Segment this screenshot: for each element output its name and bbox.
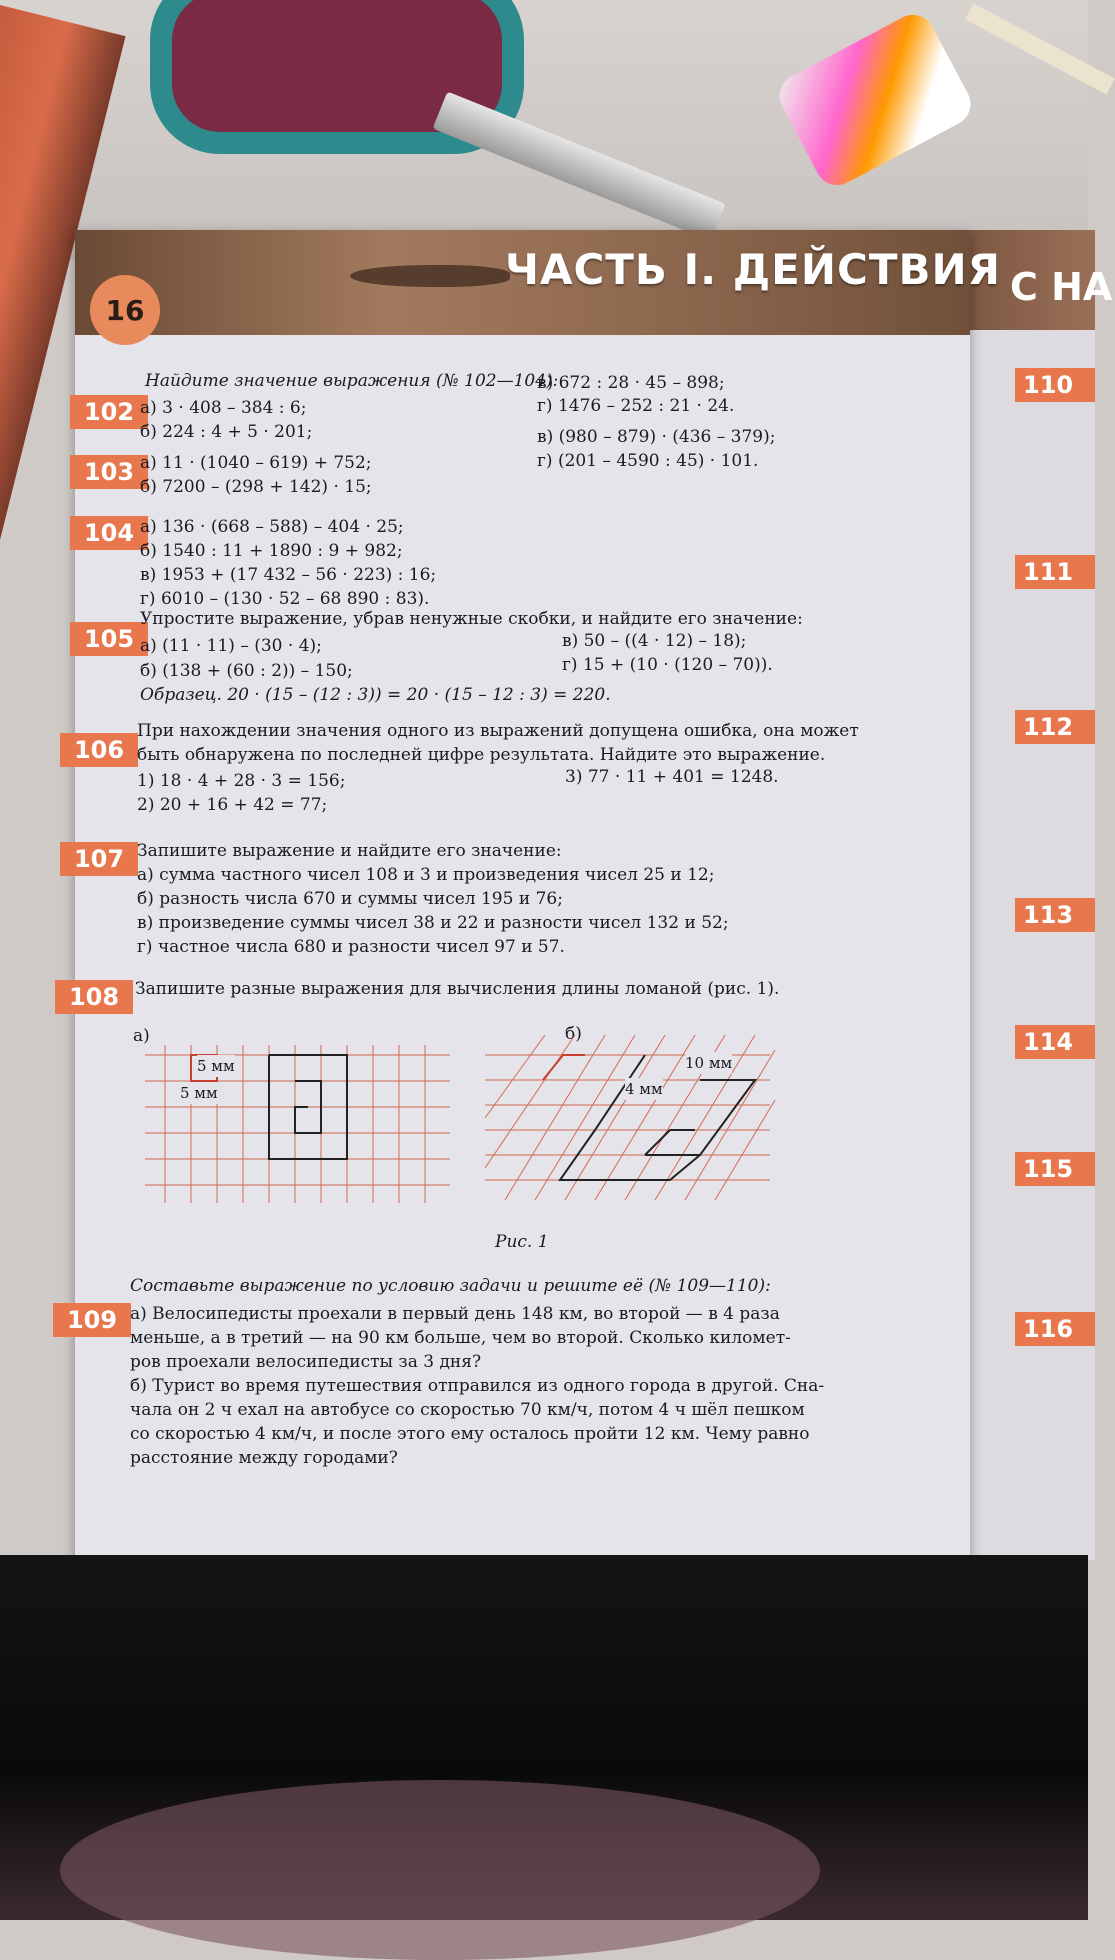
task-103-line: в) (980 – 879) · (436 – 379); xyxy=(537,427,776,447)
task-106-line: При нахождении значения одного из выражений допущена ошибка, она может xyxy=(137,721,859,741)
task-102-line: в) 672 : 28 · 45 – 898; xyxy=(537,373,725,393)
page-number: 16 xyxy=(90,275,160,345)
task-number-109: 109 xyxy=(53,1303,131,1337)
task-109-line: расстояние между городами? xyxy=(130,1448,398,1468)
task-number-106: 106 xyxy=(60,733,138,767)
task-tab-111: 111 xyxy=(1015,555,1095,589)
task-107-line: а) сумма частного чисел 108 и 3 и произведения чисел 25 и 12; xyxy=(137,865,715,885)
task-102-line: г) 1476 – 252 : 21 · 24. xyxy=(537,396,735,416)
task-tab-113: 113 xyxy=(1015,898,1095,932)
task-tab-116: 116 xyxy=(1015,1312,1095,1346)
task-tab-112: 112 xyxy=(1015,710,1095,744)
task-106-line: 1) 18 · 4 + 28 · 3 = 156; xyxy=(137,771,346,791)
task-109-line: со скоростью 4 км/ч, и после этого ему осталось пройти 12 км. Чему равно xyxy=(130,1424,810,1444)
task-number-107: 107 xyxy=(60,842,138,876)
figure-a-width-label: 5 мм xyxy=(197,1057,235,1075)
task-102-line: а) 3 · 408 – 384 : 6; xyxy=(140,398,307,418)
figure-b-height-label: 4 мм xyxy=(625,1080,663,1098)
textbook-page xyxy=(66,230,1001,1560)
figure-a-label: а) xyxy=(133,1026,150,1046)
task-102-line: Найдите значение выражения (№ 102—104): xyxy=(145,371,559,391)
task-number-105: 105 xyxy=(70,622,148,656)
task-106-line: 3) 77 · 11 + 401 = 1248. xyxy=(565,767,779,787)
right-page-title: С НА xyxy=(1010,265,1113,309)
task-109-line: меньше, а в третий — на 90 км больше, чем во второй. Сколько километ- xyxy=(130,1328,791,1348)
task-105-line: Упростите выражение, убрав ненужные скобки, и найдите его значение: xyxy=(140,609,803,629)
right-page xyxy=(955,230,1113,1560)
task-104-line: г) 6010 – (130 · 52 – 68 890 : 83). xyxy=(140,589,430,609)
task-tab-110: 110 xyxy=(1015,368,1095,402)
task-107-line: в) произведение суммы чисел 38 и 22 и разности чисел 132 и 52; xyxy=(137,913,729,933)
task-109-line: чала он 2 ч ехал на автобусе со скоростью 70 км/ч, потом 4 ч шёл пешком xyxy=(130,1400,805,1420)
task-104-line: а) 136 · (668 – 588) – 404 · 25; xyxy=(140,517,404,537)
figure-a-height-label: 5 мм xyxy=(180,1084,218,1102)
task-105-line: б) (138 + (60 : 2)) – 150; xyxy=(140,661,353,681)
task-109-line: а) Велосипедисты проехали в первый день 148 км, во второй — в 4 раза xyxy=(130,1304,780,1324)
task-number-108: 108 xyxy=(55,980,133,1014)
task-tab-114: 114 xyxy=(1015,1025,1095,1059)
task-105-line: г) 15 + (10 · (120 – 70)). xyxy=(562,655,773,675)
task-105-line: в) 50 – ((4 · 12) – 18); xyxy=(562,631,747,651)
figure-a-grid xyxy=(145,1045,455,1205)
task-104-line: б) 1540 : 11 + 1890 : 9 + 982; xyxy=(140,541,403,561)
task-103-line: б) 7200 – (298 + 142) · 15; xyxy=(140,477,372,497)
task-109-line: б) Турист во время путешествия отправился из одного города в другой. Сна- xyxy=(130,1376,825,1396)
pink-fabric xyxy=(60,1780,820,1960)
task-103-line: а) 11 · (1040 – 619) + 752; xyxy=(140,453,372,473)
task-107-line: Запишите выражение и найдите его значение: xyxy=(137,841,562,861)
task-103-line: г) (201 – 4590 : 45) · 101. xyxy=(537,451,759,471)
task-102-line: б) 224 : 4 + 5 · 201; xyxy=(140,422,313,442)
task-105-line: а) (11 · 11) – (30 · 4); xyxy=(140,636,322,656)
figure-caption: Рис. 1 xyxy=(495,1232,549,1252)
task-105-example: Образец. 20 · (15 – (12 : 3)) = 20 · (15 – 12 : 3) = 220. xyxy=(140,685,611,705)
task-number-103: 103 xyxy=(70,455,148,489)
chapter-title: ЧАСТЬ I. ДЕЙСТВИЯ xyxy=(505,245,1001,294)
page-content xyxy=(66,230,970,1560)
task-108-line: Запишите разные выражения для вычисления длины ломаной (рис. 1). xyxy=(135,979,780,999)
task-106-line: быть обнаружена по последней цифре результата. Найдите это выражение. xyxy=(137,745,826,765)
task-107-line: б) разность числа 670 и суммы чисел 195 и 76; xyxy=(137,889,563,909)
task-109-line: ров проехали велосипедисты за 3 дня? xyxy=(130,1352,482,1372)
task-107-line: г) частное числа 680 и разности чисел 97 и 57. xyxy=(137,937,565,957)
task-109-line: Составьте выражение по условию задачи и решите её (№ 109—110): xyxy=(130,1276,771,1296)
figure-b-label: б) xyxy=(565,1024,582,1044)
task-number-104: 104 xyxy=(70,516,148,550)
task-number-102: 102 xyxy=(70,395,148,429)
figure-b-width-label: 10 мм xyxy=(685,1054,733,1072)
task-106-line: 2) 20 + 16 + 42 = 77; xyxy=(137,795,328,815)
task-tab-115: 115 xyxy=(1015,1152,1095,1186)
task-104-line: в) 1953 + (17 432 – 56 · 223) : 16; xyxy=(140,565,437,585)
